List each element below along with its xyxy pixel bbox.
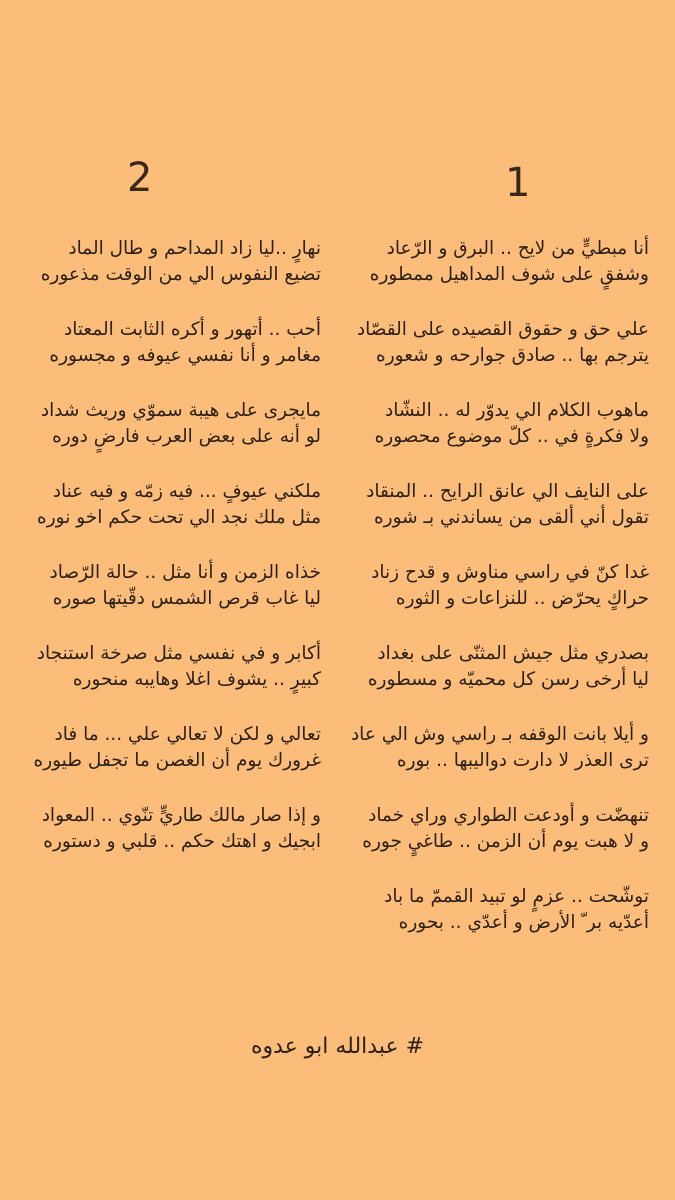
- verse-line: لو أنه على بعض العرب فارضٍ دوره: [52, 426, 321, 447]
- stanza: [344, 236, 649, 317]
- verse-line: تعالي و لكن لا تعالي علي ... ما فاد: [54, 724, 321, 745]
- verse-line: وشفقٍ على شوف المداهيل ممطوره: [369, 264, 649, 285]
- stanza: [344, 398, 649, 479]
- verse-line: أحب .. أتهور و أكره الثابت المعتاد: [63, 319, 321, 340]
- stanza: [344, 641, 649, 722]
- verse-line: تقول أني ألقى من يساندني بـ شوره: [373, 507, 649, 528]
- stanza: [344, 722, 649, 803]
- verse-line: ملكني عيوفٍ ... فيه زمّه و فيه عناد: [52, 481, 321, 502]
- stanza: [16, 479, 321, 560]
- author-hashtag: # عبدالله ابو عدوه: [250, 1034, 425, 1059]
- verse-line: مثل ملك نجد الي تحت حكم اخو نوره: [37, 507, 321, 528]
- stanza: [344, 317, 649, 398]
- verse-line: غدا كنّ في راسي مناوش و قدح زناد: [371, 562, 649, 583]
- stanza: [344, 884, 649, 965]
- verse-line: و إذا صار مالك طاريٍّ تنّوي .. المعواد: [41, 805, 321, 826]
- verse-line: خذاه الزمن و أنا مثل .. حالة الرّصاد: [49, 562, 321, 583]
- verse-line: غرورك يوم أن الغصن ما تجفل طيوره: [33, 750, 321, 771]
- verse-line: ترى العذر لا دارت دواليبها .. بوره: [396, 750, 649, 771]
- verse-line: تنهضّت و أودعت الطواري وراي خماد: [368, 805, 649, 826]
- stanza: [16, 722, 321, 803]
- verse-line: ليا غاب قرص الشمس دقّيتها صوره: [52, 588, 321, 609]
- verse-line: أنا مبطيٍّ من لايح .. البرق و الرّعاد: [386, 238, 649, 259]
- stanza: [16, 317, 321, 398]
- verse-line: حراكٍ يحرّض .. للنزاعات و الثوره: [395, 588, 649, 609]
- verse-line: يترجم بها .. صادق جوارحه و شعوره: [376, 345, 649, 366]
- verse-line: مغامر و أنا نفسي عيوفه و مجسوره: [49, 345, 321, 366]
- stanza: [344, 479, 649, 560]
- verse-line: ولا فكرةٍ في .. كلّ موضوع محصوره: [374, 426, 649, 447]
- verse-line: كبيرٍ .. يشوف اغلا وهايبه منحوره: [72, 669, 321, 690]
- verse-line: أكابر و في نفسي مثل صرخة استنجاد: [36, 643, 321, 664]
- verse-line: نهارٍ ..ليا زاد المداحم و طال الماد: [68, 238, 321, 259]
- poem-column-1: [344, 236, 649, 965]
- verse-line: توشّحت .. عزمٍ لو تبيد القممّ ما باد: [384, 886, 649, 907]
- verse-line: مايجرى على هيبة سموّي وريث شداد: [40, 400, 321, 421]
- verse-line: علي حق و حقوق القصيده على القصّاد: [356, 319, 649, 340]
- verse-line: ماهوب الكلام الي يدوّر له .. النشّاد: [384, 400, 649, 421]
- column-number-1: 1: [505, 160, 531, 206]
- verse-line: ابجيك و اهتك حكم .. قلبي و دستوره: [43, 831, 321, 852]
- verse-line: ليا أرخى رسن كل محميّه و مسطوره: [367, 669, 649, 690]
- stanza: [16, 398, 321, 479]
- stanza: [16, 236, 321, 317]
- column-number-2: 2: [127, 155, 153, 201]
- poem-column-2: [16, 236, 321, 884]
- verse-line: على النايف الي عانق الرايح .. المنقاد: [366, 481, 649, 502]
- verse-line: أعدّيه بر ّ الأرض و أعدّي .. بحوره: [398, 912, 649, 933]
- verse-line: بصدري مثل جيش المثنّى على بغداد: [377, 643, 649, 664]
- stanza: [16, 803, 321, 884]
- stanza: [344, 803, 649, 884]
- verse-line: و لا هبت يوم أن الزمن .. طاغيٍ جوره: [362, 831, 649, 852]
- verse-line: تضيع النفوس الي من الوقت مذعوره: [40, 264, 321, 285]
- stanza: [16, 560, 321, 641]
- stanza: [344, 560, 649, 641]
- verse-line: و أيلا بانت الوقفه بـ راسي وش الي عاد: [350, 724, 649, 745]
- stanza: [16, 641, 321, 722]
